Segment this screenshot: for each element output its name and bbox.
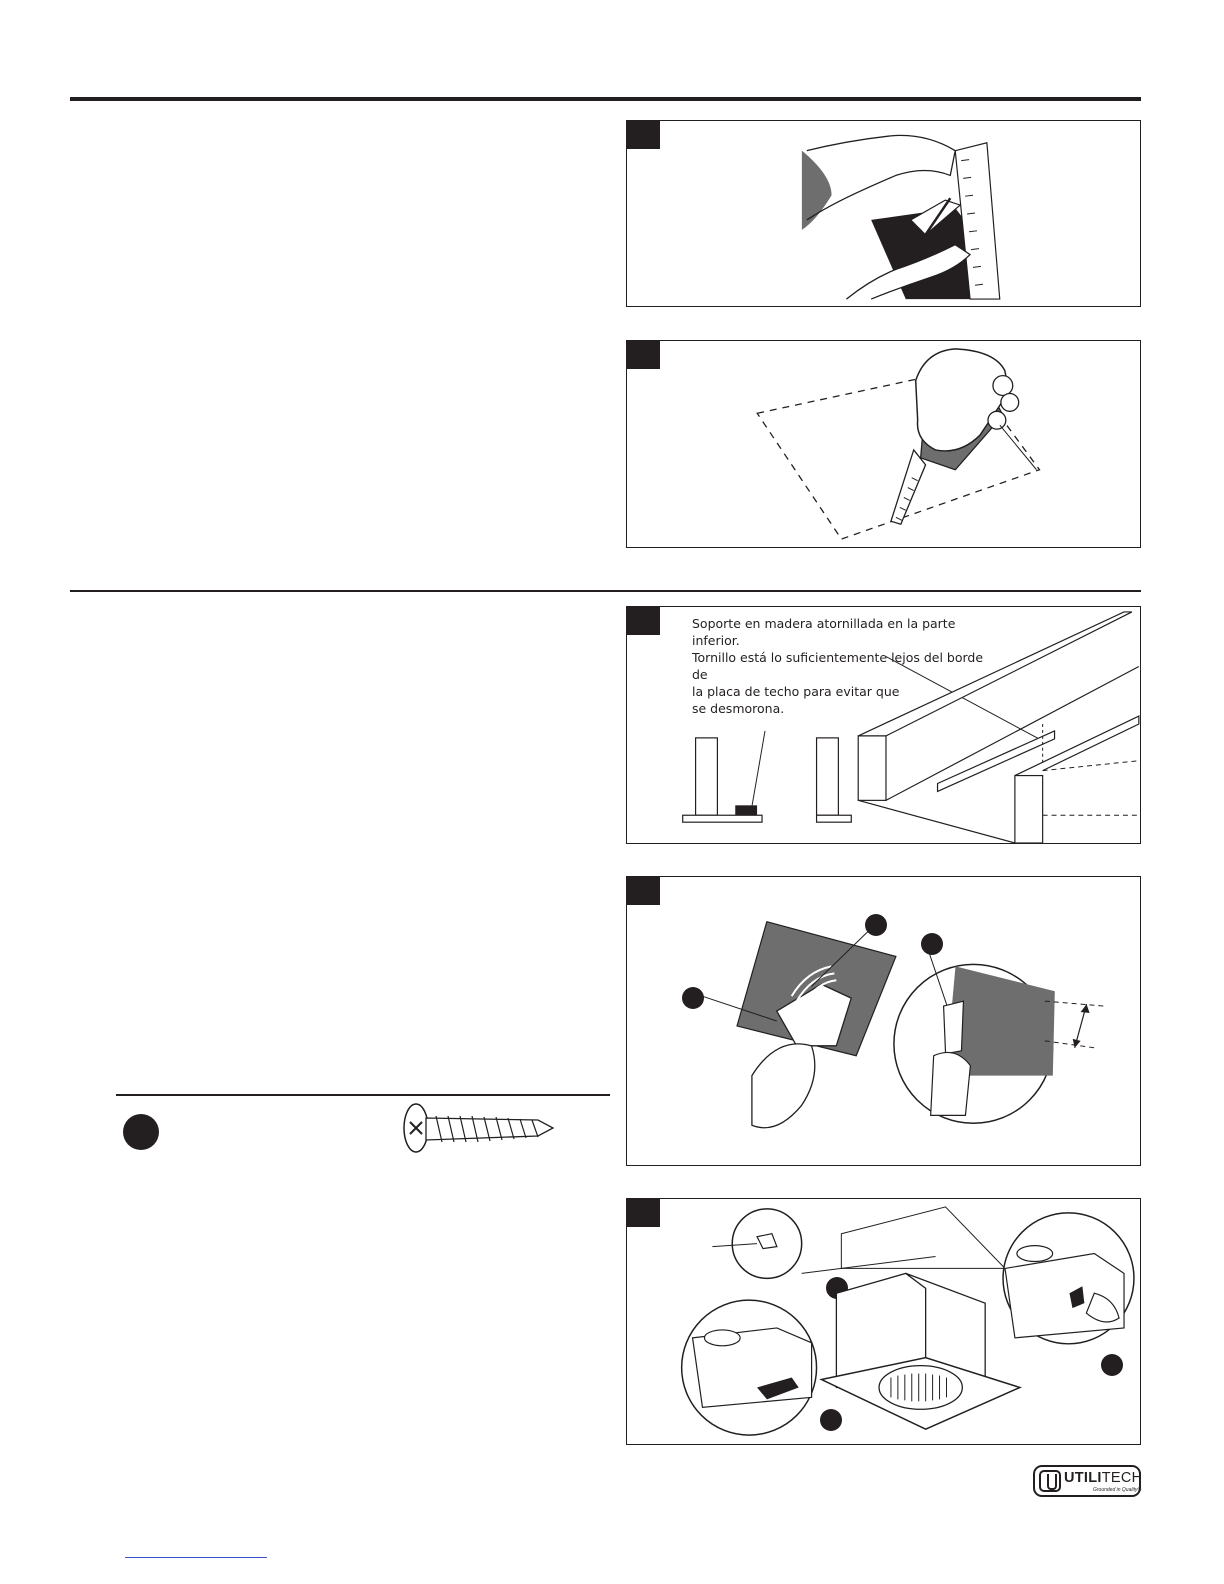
support-illustration bbox=[627, 607, 1140, 843]
hardware-key-dot bbox=[123, 1114, 159, 1150]
measure-illustration bbox=[627, 121, 1140, 306]
brand-logo-mark bbox=[1039, 1470, 1061, 1492]
page-link-underline[interactable] bbox=[125, 1557, 267, 1558]
hardware-rule bbox=[116, 1094, 610, 1096]
middle-rule bbox=[70, 590, 1141, 592]
mount-illustration bbox=[627, 1199, 1140, 1444]
step-mount-panel bbox=[626, 1198, 1141, 1445]
brand-logo bbox=[1033, 1465, 1141, 1497]
support-callout-text: Soporte en madera atornillada en la parte inferior. Tornillo está lo suficientemente lejos del borde de la placa de techo para evitar que se desmorona. bbox=[692, 616, 984, 716]
step-duct-panel bbox=[626, 876, 1141, 1166]
top-rule bbox=[70, 97, 1141, 101]
brand-logo-tagline: Grounded in Quality® bbox=[1093, 1487, 1142, 1493]
cut-illustration bbox=[627, 341, 1140, 547]
step-measure-panel bbox=[626, 120, 1141, 307]
step-cut-panel bbox=[626, 340, 1141, 548]
step-support-panel bbox=[626, 606, 1141, 844]
brand-logo-wordmark: UTILITECH bbox=[1064, 1470, 1143, 1486]
screw-icon bbox=[398, 1100, 558, 1160]
duct-illustration bbox=[627, 877, 1140, 1165]
